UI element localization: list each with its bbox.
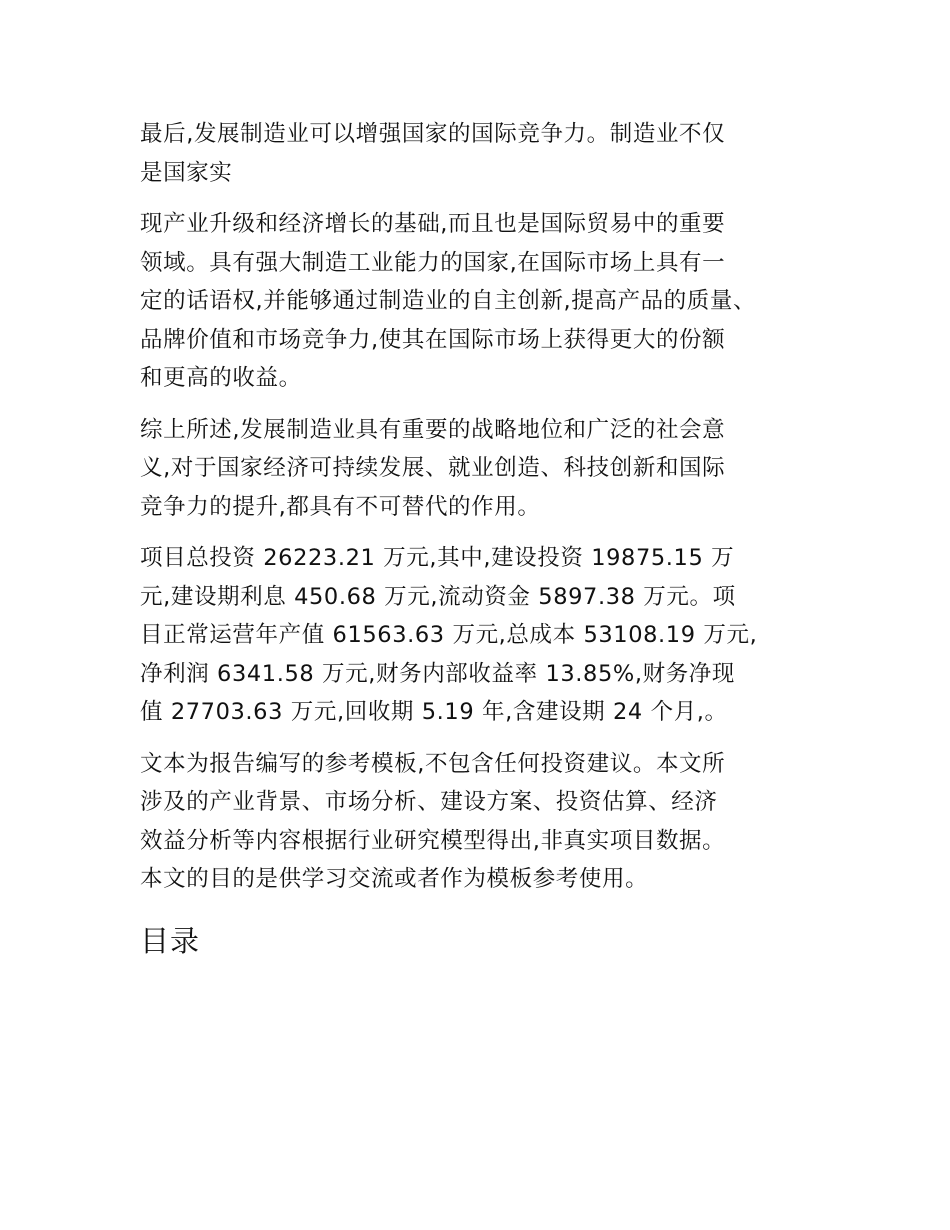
text-line: 综上所述,发展制造业具有重要的战略地位和广泛的社会意	[140, 416, 726, 443]
text-line: 目正常运营年产值 61563.63 万元,总成本 53108.19 万元,	[140, 622, 758, 648]
paragraph-summary	[140, 411, 830, 527]
text-line: 和更高的收益。	[140, 365, 302, 391]
table-of-contents-heading: 目录	[140, 923, 201, 958]
text-line: 定的话语权,并能够通过制造业的自主创新,提高产品的质量、	[140, 288, 757, 314]
text-line: 现产业升级和经济增长的基础,而且也是国际贸易中的重要	[140, 211, 726, 237]
text-line: 领域。具有强大制造工业能力的国家,在国际市场上具有一	[140, 249, 726, 276]
text-line: 本文的目的是供学习交流或者作为模板参考使用。	[140, 866, 649, 892]
text-line: 值 27703.63 万元,回收期 5.19 年,含建设期 24 个月,。	[140, 699, 728, 725]
text-line: 元,建设期利息 450.68 万元,流动资金 5897.38 万元。项	[140, 583, 736, 610]
text-line: 竞争力的提升,都具有不可替代的作用。	[140, 493, 541, 520]
text-line: 文本为报告编写的参考模板,不包含任何投资建议。本文所	[140, 750, 726, 777]
text-line: 是国家实	[140, 159, 233, 186]
text-line: 义,对于国家经济可持续发展、就业创造、科技创新和国际	[140, 455, 726, 481]
text-line: 净利润 6341.58 万元,财务内部收益率 13.85%,财务净现	[140, 660, 735, 687]
paragraph-investment-figures	[140, 539, 830, 732]
text-line: 品牌价值和市场竞争力,使其在国际市场上获得更大的份额	[140, 326, 726, 353]
text-line: 最后,发展制造业可以增强国家的国际竞争力。制造业不仅	[140, 121, 726, 147]
paragraph-disclaimer	[140, 745, 830, 899]
text-line: 项目总投资 26223.21 万元,其中,建设投资 19875.15 万	[140, 545, 735, 571]
text-line: 效益分析等内容根据行业研究模型得出,非真实项目数据。	[140, 827, 726, 854]
paragraph-competitiveness-intro	[140, 115, 830, 192]
paragraph-competitiveness-detail	[140, 205, 830, 398]
text-line: 涉及的产业背景、市场分析、建设方案、投资估算、经济	[140, 789, 718, 815]
document-body	[140, 115, 830, 961]
